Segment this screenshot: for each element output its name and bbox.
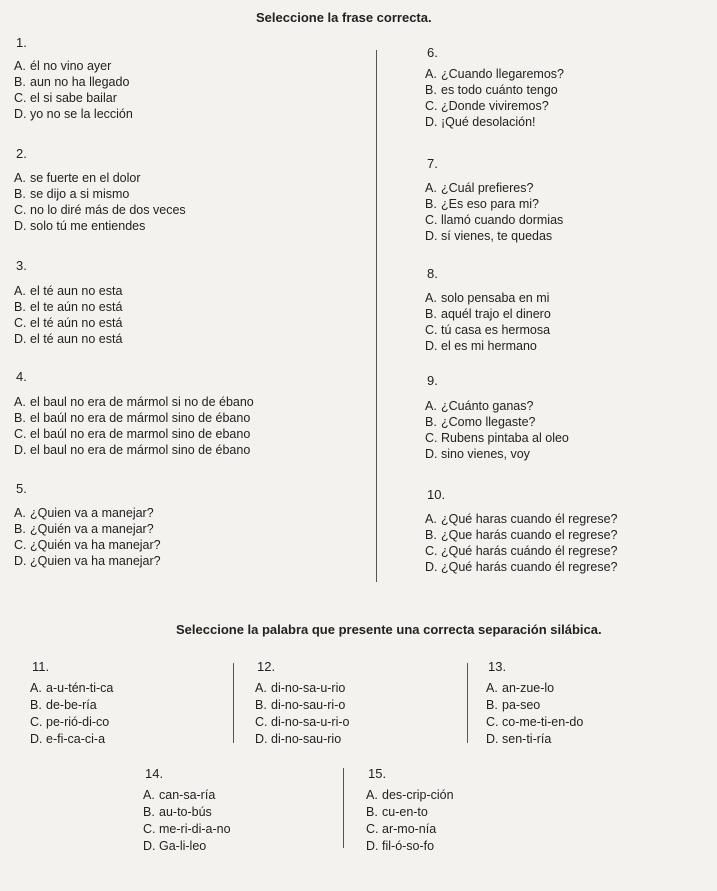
option-text: ¿Quien va a manejar? [30,506,154,520]
option-letter: D. [14,219,27,233]
question-number: 4. [16,369,27,384]
answer-option[interactable] [255,731,341,747]
option-text: de-be-ría [46,698,97,712]
option-letter: C. [425,213,438,227]
question-number: 6. [427,45,438,60]
option-letter: D. [30,732,43,746]
option-letter: A. [425,67,437,81]
option-letter: A. [14,284,26,298]
option-text: es todo cuánto tengo [441,83,558,97]
answer-option[interactable] [14,170,141,186]
option-text: des-crip-ción [382,788,454,802]
option-letter: C. [14,427,27,441]
answer-option[interactable] [366,804,428,820]
option-text: aquél trajo el dinero [441,307,551,321]
option-text: solo tú me entiendes [30,219,146,233]
option-letter: D. [425,339,438,353]
option-text: yo no se la lección [30,107,133,121]
option-text: an-zue-lo [502,681,555,695]
answer-option[interactable] [14,218,145,234]
option-letter: C. [425,323,438,337]
answer-option[interactable] [14,315,122,331]
answer-option[interactable] [143,838,206,854]
option-letter: D. [14,332,27,346]
option-letter: B. [425,307,437,321]
answer-option[interactable] [425,66,564,82]
answer-option[interactable] [425,527,618,543]
option-letter: D. [366,839,379,853]
option-letter: A. [425,291,437,305]
option-text: ¿Cuánto ganas? [441,399,534,413]
question-number: 2. [16,146,27,161]
option-letter: A. [255,681,267,695]
option-text: el té aun no está [30,332,123,346]
answer-option[interactable] [143,804,212,820]
option-text: se dijo a si mismo [30,187,130,201]
option-text: di-no-sau-ri-o [271,698,346,712]
option-letter: D. [14,443,27,457]
column-divider [343,768,344,848]
option-text: el si sabe bailar [30,91,117,105]
option-letter: B. [425,197,437,211]
option-text: se fuerte en el dolor [30,171,141,185]
answer-option[interactable] [425,511,618,527]
option-text: di-no-sa-u-ri-o [271,715,350,729]
option-letter: D. [486,732,499,746]
answer-option[interactable] [14,186,129,202]
option-text: el baúl no era de mármol sino de ébano [30,411,251,425]
question-number: 9. [427,373,438,388]
option-letter: D. [143,839,156,853]
option-letter: B. [14,522,26,536]
option-letter: B. [143,805,155,819]
option-letter: C. [14,538,27,552]
option-letter: A. [14,506,26,520]
option-letter: A. [30,681,42,695]
answer-option[interactable] [14,331,122,347]
answer-option[interactable] [255,714,350,730]
option-text: el baul no era de mármol sino de ébano [30,443,251,457]
option-text: ¿Como llegaste? [441,415,536,429]
question-number: 12. [257,659,276,674]
answer-option[interactable] [425,338,537,354]
option-text: no lo diré más de dos veces [30,203,186,217]
option-text: ¿Es eso para mi? [441,197,539,211]
answer-option[interactable] [425,82,558,98]
option-letter: B. [425,528,437,542]
option-letter: C. [14,316,27,330]
answer-option[interactable] [14,58,111,74]
option-letter: D. [255,732,268,746]
option-letter: A. [14,395,26,409]
answer-option[interactable] [30,714,109,730]
option-letter: B. [486,698,498,712]
section-title-1: Seleccione la frase correcta. [256,10,432,25]
option-text: llamó cuando dormias [441,213,564,227]
answer-option[interactable] [486,680,554,696]
question-number: 1. [16,35,27,50]
option-text: e-fi-ca-ci-a [46,732,106,746]
answer-option[interactable] [30,731,105,747]
answer-option[interactable] [425,559,618,575]
option-text: ¿Cuál prefieres? [441,181,534,195]
option-letter: D. [425,447,438,461]
answer-option[interactable] [425,290,549,306]
option-letter: B. [14,300,26,314]
option-letter: C. [30,715,43,729]
answer-option[interactable] [14,106,133,122]
option-letter: D. [425,229,438,243]
option-text: ¿Quien va ha manejar? [30,554,161,568]
option-letter: C. [425,544,438,558]
answer-option[interactable] [425,446,530,462]
option-letter: A. [14,171,26,185]
option-text: el té aun no esta [30,284,123,298]
question-number: 14. [145,766,164,781]
option-text: fil-ó-so-fo [382,839,435,853]
option-letter: C. [425,431,438,445]
option-text: ¿Cuando llegaremos? [441,67,564,81]
answer-option[interactable] [14,90,117,106]
answer-option[interactable] [14,505,154,521]
option-letter: C. [486,715,499,729]
option-text: co-me-ti-en-do [502,715,584,729]
question-number: 3. [16,258,27,273]
column-divider [376,50,377,582]
answer-option[interactable] [486,731,551,747]
answer-option[interactable] [14,74,129,90]
option-text: ar-mo-nía [382,822,437,836]
option-text: el baúl no era de marmol sino de ebano [30,427,251,441]
option-letter: C. [425,99,438,113]
option-text: cu-en-to [382,805,428,819]
option-text: ¿Qué harás cuándo él regrese? [441,544,618,558]
answer-option[interactable] [425,306,551,322]
option-text: au-to-bús [159,805,212,819]
option-letter: B. [14,411,26,425]
option-text: Ga-li-leo [159,839,207,853]
option-text: ¿Qué haras cuando él regrese? [441,512,618,526]
option-text: can-sa-ría [159,788,216,802]
option-text: solo pensaba en mi [441,291,550,305]
option-text: él no vino ayer [30,59,112,73]
question-number: 7. [427,156,438,171]
option-text: ¿Qué harás cuando él regrese? [441,560,618,574]
option-letter: B. [425,83,437,97]
option-text: el es mi hermano [441,339,537,353]
option-text: ¡Qué desolación! [441,115,536,129]
answer-option[interactable] [425,322,550,338]
question-number: 13. [488,659,507,674]
option-text: tú casa es hermosa [441,323,551,337]
option-letter: B. [14,187,26,201]
option-letter: B. [425,415,437,429]
option-letter: B. [366,805,378,819]
column-divider [467,663,468,743]
answer-option[interactable] [14,299,122,315]
option-letter: D. [425,115,438,129]
answer-option[interactable] [30,697,97,713]
option-letter: C. [366,822,379,836]
option-text: ¿Que harás cuando el regrese? [441,528,618,542]
option-letter: B. [14,75,26,89]
option-text: ¿Quién va ha manejar? [30,538,161,552]
answer-option[interactable] [425,196,539,212]
option-letter: D. [425,560,438,574]
question-number: 11. [32,659,50,674]
question-number: 8. [427,266,438,281]
answer-option[interactable] [14,394,254,410]
question-number: 15. [368,766,387,781]
option-letter: C. [14,91,27,105]
option-text: sí vienes, te quedas [441,229,553,243]
answer-option[interactable] [14,202,186,218]
option-text: ¿Donde viviremos? [441,99,549,113]
answer-option[interactable] [14,521,154,537]
option-text: aun no ha llegado [30,75,130,89]
option-text: pa-seo [502,698,541,712]
option-letter: C. [143,822,156,836]
answer-option[interactable] [255,697,345,713]
answer-option[interactable] [143,821,231,837]
option-text: di-no-sau-rio [271,732,342,746]
option-text: ¿Quién va a manejar? [30,522,154,536]
option-letter: D. [14,107,27,121]
option-text: a-u-tén-ti-ca [46,681,114,695]
answer-option[interactable] [143,787,215,803]
answer-option[interactable] [425,228,552,244]
answer-option[interactable] [425,398,533,414]
answer-option[interactable] [366,821,436,837]
option-letter: B. [30,698,42,712]
option-text: di-no-sa-u-rio [271,681,346,695]
answer-option[interactable] [14,537,161,553]
option-letter: A. [425,181,437,195]
option-letter: A. [486,681,498,695]
option-text: el te aún no está [30,300,123,314]
answer-option[interactable] [14,283,122,299]
answer-option[interactable] [366,838,434,854]
option-letter: A. [425,399,437,413]
answer-option[interactable] [425,114,536,130]
answer-option[interactable] [14,426,250,442]
answer-option[interactable] [425,543,618,559]
option-text: Rubens pintaba al oleo [441,431,569,445]
answer-option[interactable] [425,414,536,430]
option-text: el baul no era de mármol si no de ébano [30,395,254,409]
column-divider [233,663,234,743]
option-text: me-ri-di-a-no [159,822,231,836]
option-letter: C. [255,715,268,729]
option-text: el té aún no está [30,316,123,330]
answer-option[interactable] [486,714,583,730]
answer-option[interactable] [425,180,533,196]
answer-option[interactable] [425,430,569,446]
answer-option[interactable] [14,553,161,569]
option-letter: B. [255,698,267,712]
section-title-2: Seleccione la palabra que presente una correcta separación silábica. [176,622,602,637]
option-letter: A. [366,788,378,802]
option-text: sen-ti-ría [502,732,552,746]
answer-option[interactable] [486,697,540,713]
answer-option[interactable] [255,680,345,696]
answer-option[interactable] [30,680,113,696]
question-number: 10. [427,487,446,502]
option-text: sino vienes, voy [441,447,530,461]
answer-option[interactable] [425,212,563,228]
answer-option[interactable] [14,442,250,458]
option-letter: A. [425,512,437,526]
question-number: 5. [16,481,27,496]
option-text: pe-rió-di-co [46,715,110,729]
answer-option[interactable] [14,410,250,426]
option-letter: C. [14,203,27,217]
option-letter: A. [14,59,26,73]
option-letter: D. [14,554,27,568]
option-letter: A. [143,788,155,802]
answer-option[interactable] [366,787,454,803]
answer-option[interactable] [425,98,549,114]
